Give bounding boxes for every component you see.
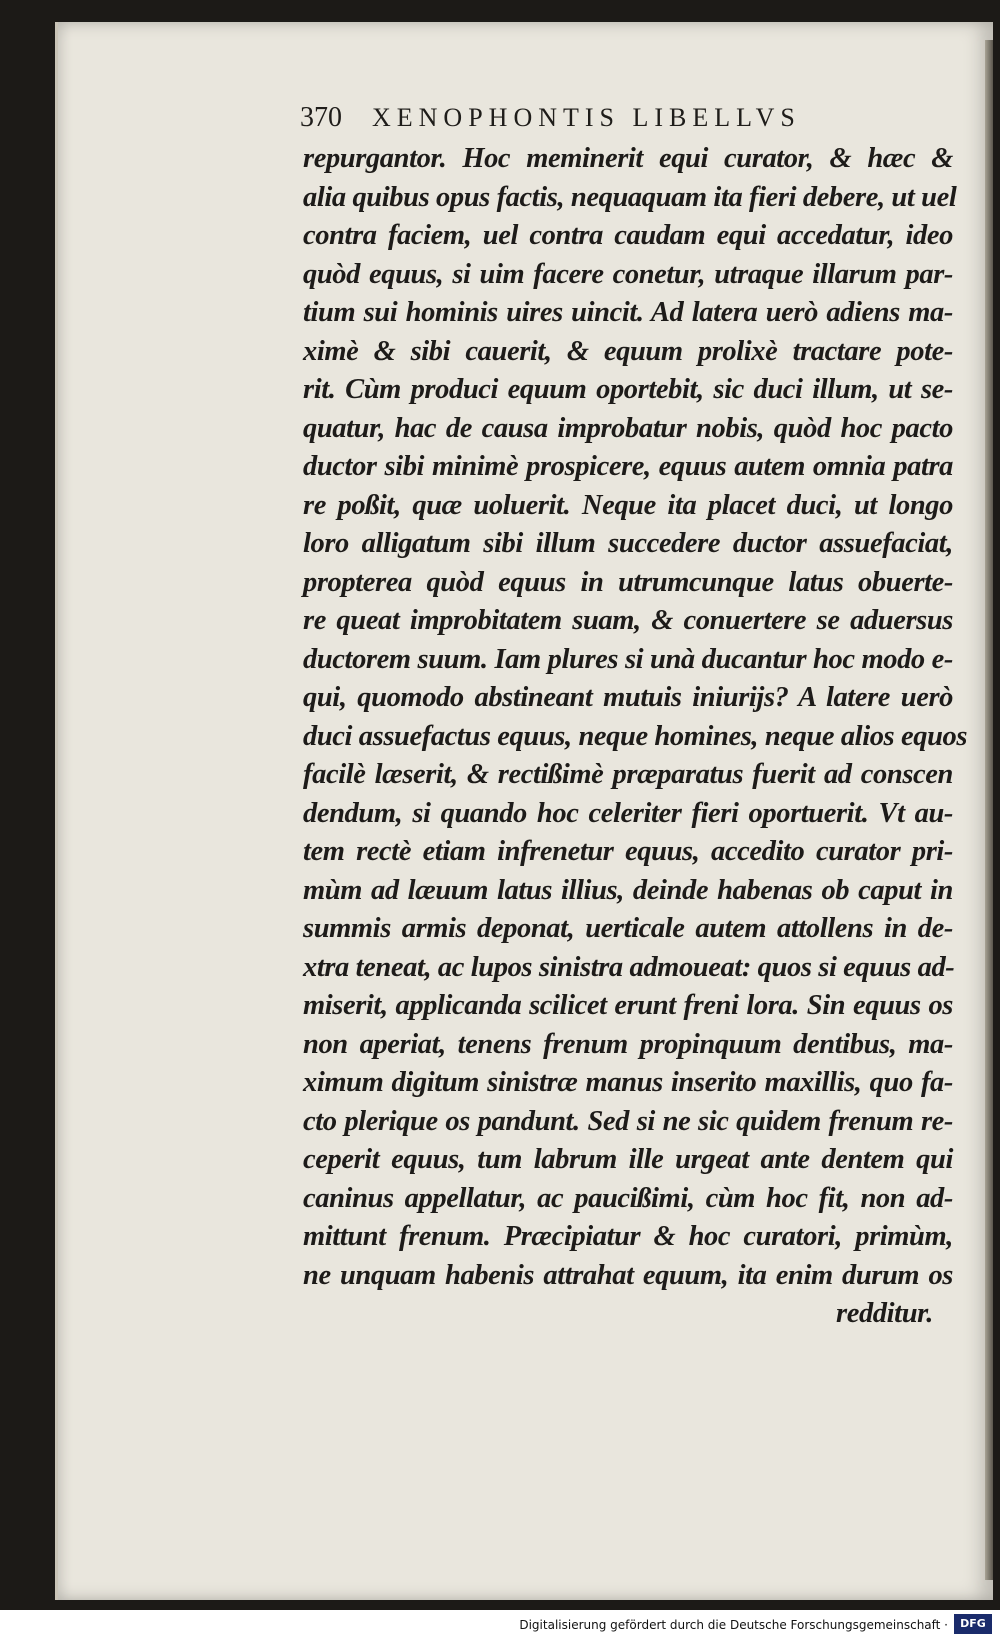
text-line: quòd equus, si uim facere conetur, utraque illarum par- [303,258,953,290]
text-line: caninus appellatur, ac paucißimi, cùm hoc fit, non ad- [303,1182,953,1214]
text-line: quatur, hac de causa improbatur nobis, quòd hoc pacto [303,412,953,444]
body-text [303,140,968,1334]
text-line: tem rectè etiam infrenetur equus, accedito curator pri- [303,836,953,867]
text-line: dendum, si quando hoc celeriter fieri oportuerit. Vt au- [303,797,953,829]
text-line: re poßit, quæ uoluerit. Neque ita placet duci, ut longo [303,489,953,521]
dfg-logo: DFG [954,1614,992,1634]
text-line: mùm ad læuum latus illius, deinde habenas ob caput in [303,874,953,906]
text-line: ductorem suum. Iam plures si unà ducantur hoc modo e- [303,643,953,675]
running-title: XENOPHONTIS LIBELLVS [372,103,801,132]
text-line: mittunt frenum. Præcipiatur & hoc curatori, primùm, [303,1221,953,1252]
text-line: ceperit equus, tum labrum ille urgeat ante dentem qui [303,1144,953,1175]
text-line: rit. Cùm produci equum oportebit, sic duci illum, ut se- [303,374,953,405]
text-line: ximum digitum sinistræ manus inserito maxillis, quo fa- [303,1067,953,1098]
text-line: ximè & sibi cauerit, & equum prolixè tractare pote- [303,335,953,367]
text-line: cto plerique os pandunt. Sed si ne sic quidem frenum re- [303,1105,953,1137]
text-line: repurgantor. Hoc meminerit equi curator, & hæc & [303,143,953,174]
text-line: duci assuefactus equus, neque homines, neque alios equos [303,720,968,752]
text-line: summis armis deponat, uerticale autem attollens in de- [303,913,953,944]
text-line: re queat improbitatem suam, & conuertere se aduersus [303,605,953,636]
text-line: loro alligatum sibi illum succedere ductor assuefaciat, [303,528,953,559]
text-line: ductor sibi minimè prospicere, equus autem omnia patra [303,451,953,482]
page-edge [985,40,993,1580]
page-number: 370 [300,102,342,133]
text-line: non aperiat, tenens frenum propinquum dentibus, ma- [303,1028,953,1060]
running-head [300,98,920,138]
text-line: contra faciem, uel contra caudam equi accedatur, ideo [303,220,953,251]
text-line: miserit, applicanda scilicet erunt freni lora. Sin equus os [303,990,953,1021]
text-line: qui, quomodo abstineant mutuis iniurijs? A latere uerò [303,682,953,713]
text-line: alia quibus opus factis, nequaquam ita fieri debere, ut uel [303,181,957,213]
text-line: tium sui hominis uires uincit. Ad latera uerò adiens ma- [303,297,953,328]
text-line: propterea quòd equus in utrumcunque latus obuerte- [303,566,953,598]
text-line: facilè læserit, & rectißimè præparatus fuerit ad conscen [303,759,953,790]
funding-credit: Digitalisierung gefördert durch die Deutsche Forschungsgemeinschaft · [519,1618,948,1632]
text-line: ne unquam habenis attrahat equum, ita enim durum os [303,1259,953,1291]
text-line: redditur. [836,1298,933,1329]
text-line: xtra teneat, ac lupos sinistra admoueat: quos si equus ad- [303,951,955,983]
